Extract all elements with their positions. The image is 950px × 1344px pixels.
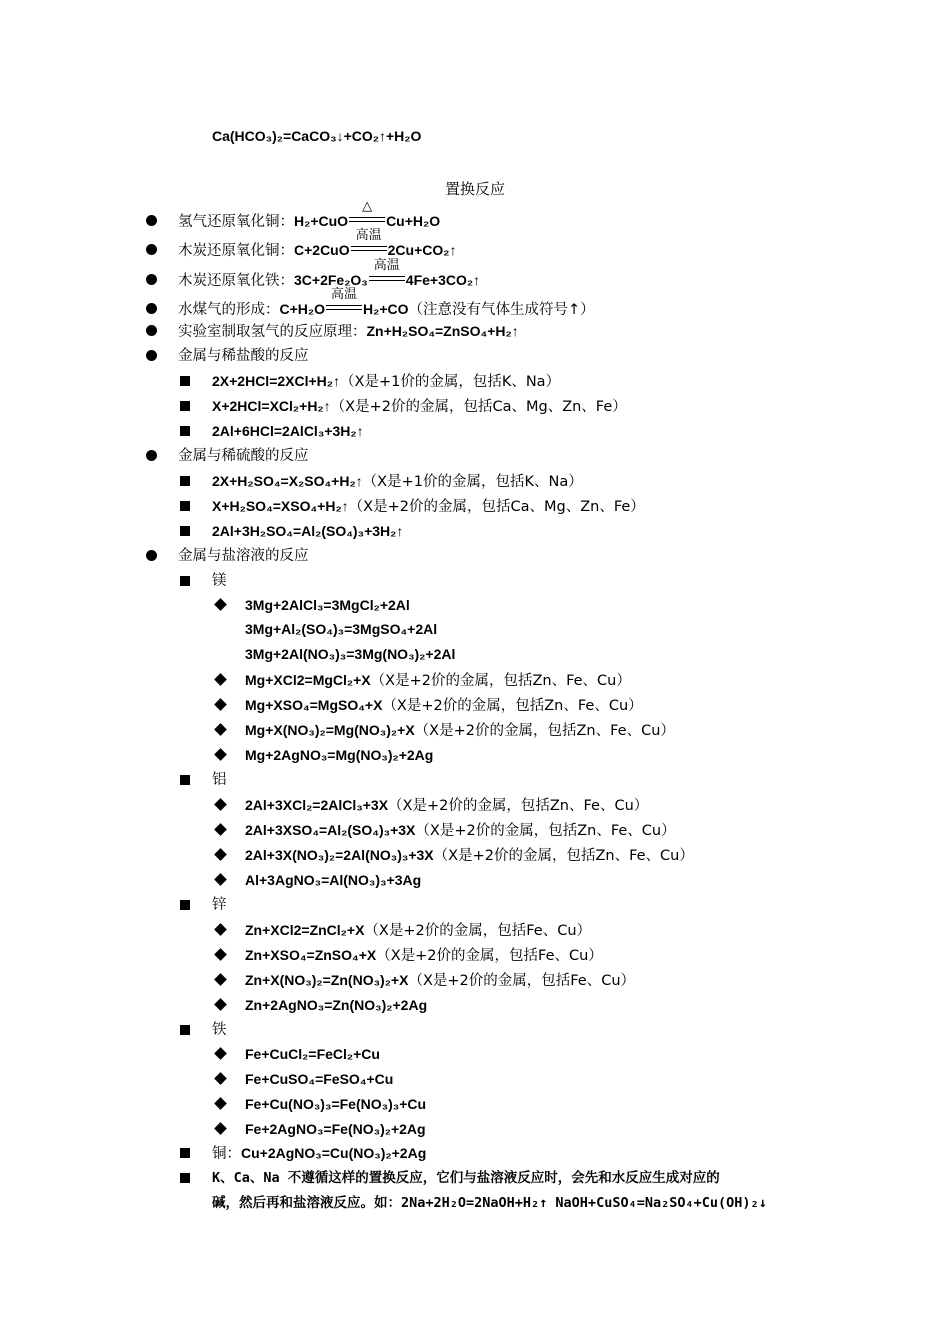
list-item-hcl-1 xyxy=(212,372,560,391)
equation-note: （X是+2价的金属，包括Zn、Fe、Cu） xyxy=(382,698,643,714)
equation: Zn+X(NO₃)₂=Zn(NO₃)₂+X xyxy=(245,972,409,988)
diamond-bullet-icon xyxy=(214,798,227,811)
equation-note: （注意没有气体生成符号↑） xyxy=(408,302,595,318)
list-item-h2so4-3 xyxy=(212,522,403,541)
equation: 2X+H₂SO₄=X₂SO₄+H₂↑ xyxy=(212,473,363,489)
top-equation: Ca(HCO₃)₂=CaCO₃↓+CO₂↑+H₂O xyxy=(212,128,422,144)
equation: X+H₂SO₄=XSO₄+H₂↑ xyxy=(212,498,349,514)
equation: 2Al+3X(NO₃)₂=2Al(NO₃)₃+3X xyxy=(245,847,434,863)
equation-mg-1b: 3Mg+Al₂(SO₄)₃=3MgSO₄+2Al xyxy=(245,621,438,637)
equation: 2X+2HCl=2XCl+H₂↑ xyxy=(212,373,341,389)
item-label: 实验室制取氢气的反应原理： xyxy=(178,324,367,340)
diamond-bullet-icon xyxy=(214,948,227,961)
square-bullet-icon xyxy=(180,426,190,436)
list-item-mg-2 xyxy=(245,671,631,690)
condition-label: 高温 xyxy=(331,287,358,302)
list-item-hcl-2 xyxy=(212,397,627,416)
list-item-h2so4-title: 金属与稀硫酸的反应 xyxy=(178,448,309,464)
note-line-2: 碱，然后再和盐溶液反应。如：2Na+2H₂O=2NaOH+H₂↑ NaOH+CuSO₄=Na₂SO₄+Cu(OH)₂↓ xyxy=(212,1195,767,1211)
equation: 2Al+6HCl=2AlCl₃+3H₂↑ xyxy=(212,423,364,439)
diamond-bullet-icon xyxy=(214,998,227,1011)
item-label: 水煤气的形成： xyxy=(178,302,280,318)
equation-note: （X是+2价的金属，包括Fe、Cu） xyxy=(408,973,636,989)
equation-note: （X是+1价的金属，包括K、Na） xyxy=(340,374,561,390)
list-item-mg-4 xyxy=(245,721,675,740)
square-bullet-icon xyxy=(180,526,190,536)
equation-zn-4: Zn+2AgNO₃=Zn(NO₃)₂+2Ag xyxy=(245,997,428,1013)
bullet-icon xyxy=(146,215,157,226)
equation: 2Al+3XSO₄=Al₂(SO₄)₃+3X xyxy=(245,822,416,838)
condition-label: △ xyxy=(362,199,373,214)
equation-left: H₂+CuO xyxy=(294,213,349,229)
list-item-h2so4-2 xyxy=(212,497,645,516)
list-item-salt-title: 金属与盐溶液的反应 xyxy=(178,548,309,564)
equation: Mg+XCl2=MgCl₂+X xyxy=(245,672,371,688)
item-label: 氢气还原氧化铜： xyxy=(178,214,294,230)
reaction-condition xyxy=(369,258,405,285)
item-label: 木炭还原氧化铁： xyxy=(178,273,294,289)
equation-left: 3C+2Fe₂O₃ xyxy=(294,272,368,288)
diamond-bullet-icon xyxy=(214,673,227,686)
equation: Zn+XSO₄=ZnSO₄+X xyxy=(245,947,377,963)
equation-right: Cu+H₂O xyxy=(386,213,441,229)
equation-note: （X是+2价的金属，包括Zn、Fe、Cu） xyxy=(370,673,631,689)
section-title: 置换反应 xyxy=(444,180,505,198)
condition-label: 高温 xyxy=(373,258,400,273)
equation-mg-5: Mg+2AgNO₃=Mg(NO₃)₂+2Ag xyxy=(245,747,434,763)
diamond-bullet-icon xyxy=(214,823,227,836)
equation-note: （X是+2价的金属，包括Zn、Fe、Cu） xyxy=(388,798,649,814)
item-label: 木炭还原氧化铜： xyxy=(178,243,294,259)
list-item-lab-h2 xyxy=(178,322,519,341)
list-item-cu xyxy=(212,1144,426,1163)
list-item-zn-1 xyxy=(245,921,591,940)
subheading-mg: 镁 xyxy=(212,573,227,589)
list-item-al-3 xyxy=(245,846,694,865)
reaction-condition xyxy=(351,228,387,255)
list-item-al-2 xyxy=(245,821,676,840)
subheading-fe: 铁 xyxy=(212,1022,227,1038)
diamond-bullet-icon xyxy=(214,723,227,736)
square-bullet-icon xyxy=(180,376,190,386)
equation-fe-1: Fe+CuCl₂=FeCl₂+Cu xyxy=(245,1046,380,1062)
square-bullet-icon xyxy=(180,775,190,785)
list-item-c-cuo xyxy=(178,228,457,260)
condition-label: 高温 xyxy=(355,228,382,243)
list-item-zn-2 xyxy=(245,946,603,965)
square-bullet-icon xyxy=(180,401,190,411)
equation-fe-3: Fe+Cu(NO₃)₃=Fe(NO₃)₃+Cu xyxy=(245,1096,427,1112)
equation-mg-1a: 3Mg+2AlCl₃=3MgCl₂+2Al xyxy=(245,597,410,613)
equation: X+2HCl=XCl₂+H₂↑ xyxy=(212,398,331,414)
square-bullet-icon xyxy=(180,476,190,486)
equation-fe-2: Fe+CuSO₄=FeSO₄+Cu xyxy=(245,1071,394,1087)
equation: Zn+H₂SO₄=ZnSO₄+H₂↑ xyxy=(366,323,519,339)
reaction-condition xyxy=(349,199,385,226)
list-item-h2-cuo xyxy=(178,199,441,231)
equation-right: H₂+CO xyxy=(363,301,409,317)
diamond-bullet-icon xyxy=(214,923,227,936)
diamond-bullet-icon xyxy=(214,1047,227,1060)
list-item-mg-3 xyxy=(245,696,643,715)
diamond-bullet-icon xyxy=(214,973,227,986)
equation-note: （X是+2价的金属，包括Fe、Cu） xyxy=(376,948,603,964)
equation: 2Al+3XCl₂=2AlCl₃+3X xyxy=(245,797,389,813)
diamond-bullet-icon xyxy=(214,873,227,886)
equation-left: C+H₂O xyxy=(279,301,326,317)
bullet-icon xyxy=(146,325,157,336)
equation-right: 2Cu+CO₂↑ xyxy=(387,242,457,258)
equation: 2Al+3H₂SO₄=Al₂(SO₄)₃+3H₂↑ xyxy=(212,523,404,539)
equation-fe-4: Fe+2AgNO₃=Fe(NO₃)₂+2Ag xyxy=(245,1121,426,1137)
list-item-zn-3 xyxy=(245,971,635,990)
list-item-h2so4-1 xyxy=(212,472,583,491)
square-bullet-icon xyxy=(180,501,190,511)
square-bullet-icon xyxy=(180,1173,190,1183)
item-label: 铜： xyxy=(212,1146,241,1162)
equation-note: （X是+2价的金属，包括Ca、Mg、Zn、Fe） xyxy=(348,499,645,515)
subheading-al: 铝 xyxy=(212,772,227,788)
equation-note: （X是+1价的金属，包括K、Na） xyxy=(362,474,583,490)
diamond-bullet-icon xyxy=(214,1122,227,1135)
note-line-1: K、Ca、Na 不遵循这样的置换反应，它们与盐溶液反应时，会先和水反应生成对应的 xyxy=(212,1170,720,1186)
equation-left: C+2CuO xyxy=(294,242,350,258)
square-bullet-icon xyxy=(180,900,190,910)
equation-note: （X是+2价的金属，包括Zn、Fe、Cu） xyxy=(433,848,694,864)
equation-note: （X是+2价的金属，包括Ca、Mg、Zn、Fe） xyxy=(330,399,627,415)
bullet-icon xyxy=(146,350,157,361)
diamond-bullet-icon xyxy=(214,748,227,761)
diamond-bullet-icon xyxy=(214,848,227,861)
diamond-bullet-icon xyxy=(214,1072,227,1085)
list-item-hcl-title: 金属与稀盐酸的反应 xyxy=(178,348,309,364)
equation-note: （X是+2价的金属，包括Fe、Cu） xyxy=(364,923,592,939)
list-item-al-1 xyxy=(245,796,648,815)
equation-note: （X是+2价的金属，包括Zn、Fe、Cu） xyxy=(414,723,675,739)
list-item-water-gas xyxy=(178,287,595,319)
equation: Cu+2AgNO₃=Cu(NO₃)₂+2Ag xyxy=(241,1145,427,1161)
list-item-hcl-3 xyxy=(212,422,364,441)
square-bullet-icon xyxy=(180,1025,190,1035)
subheading-zn: 锌 xyxy=(212,897,227,913)
equation: Mg+X(NO₃)₂=Mg(NO₃)₂+X xyxy=(245,722,415,738)
bullet-icon xyxy=(146,274,157,285)
square-bullet-icon xyxy=(180,576,190,586)
equation: Mg+XSO₄=MgSO₄+X xyxy=(245,697,383,713)
reaction-condition xyxy=(326,287,362,314)
bullet-icon xyxy=(146,303,157,314)
equation-right: 4Fe+3CO₂↑ xyxy=(405,272,481,288)
equation-al-4: Al+3AgNO₃=Al(NO₃)₃+3Ag xyxy=(245,872,422,888)
bullet-icon xyxy=(146,450,157,461)
equation-mg-1c: 3Mg+2Al(NO₃)₃=3Mg(NO₃)₂+2Al xyxy=(245,646,456,662)
square-bullet-icon xyxy=(180,1148,190,1158)
diamond-bullet-icon xyxy=(214,598,227,611)
bullet-icon xyxy=(146,244,157,255)
equation-note: （X是+2价的金属，包括Zn、Fe、Cu） xyxy=(415,823,676,839)
bullet-icon xyxy=(146,550,157,561)
diamond-bullet-icon xyxy=(214,1097,227,1110)
diamond-bullet-icon xyxy=(214,698,227,711)
equation: Zn+XCl2=ZnCl₂+X xyxy=(245,922,365,938)
